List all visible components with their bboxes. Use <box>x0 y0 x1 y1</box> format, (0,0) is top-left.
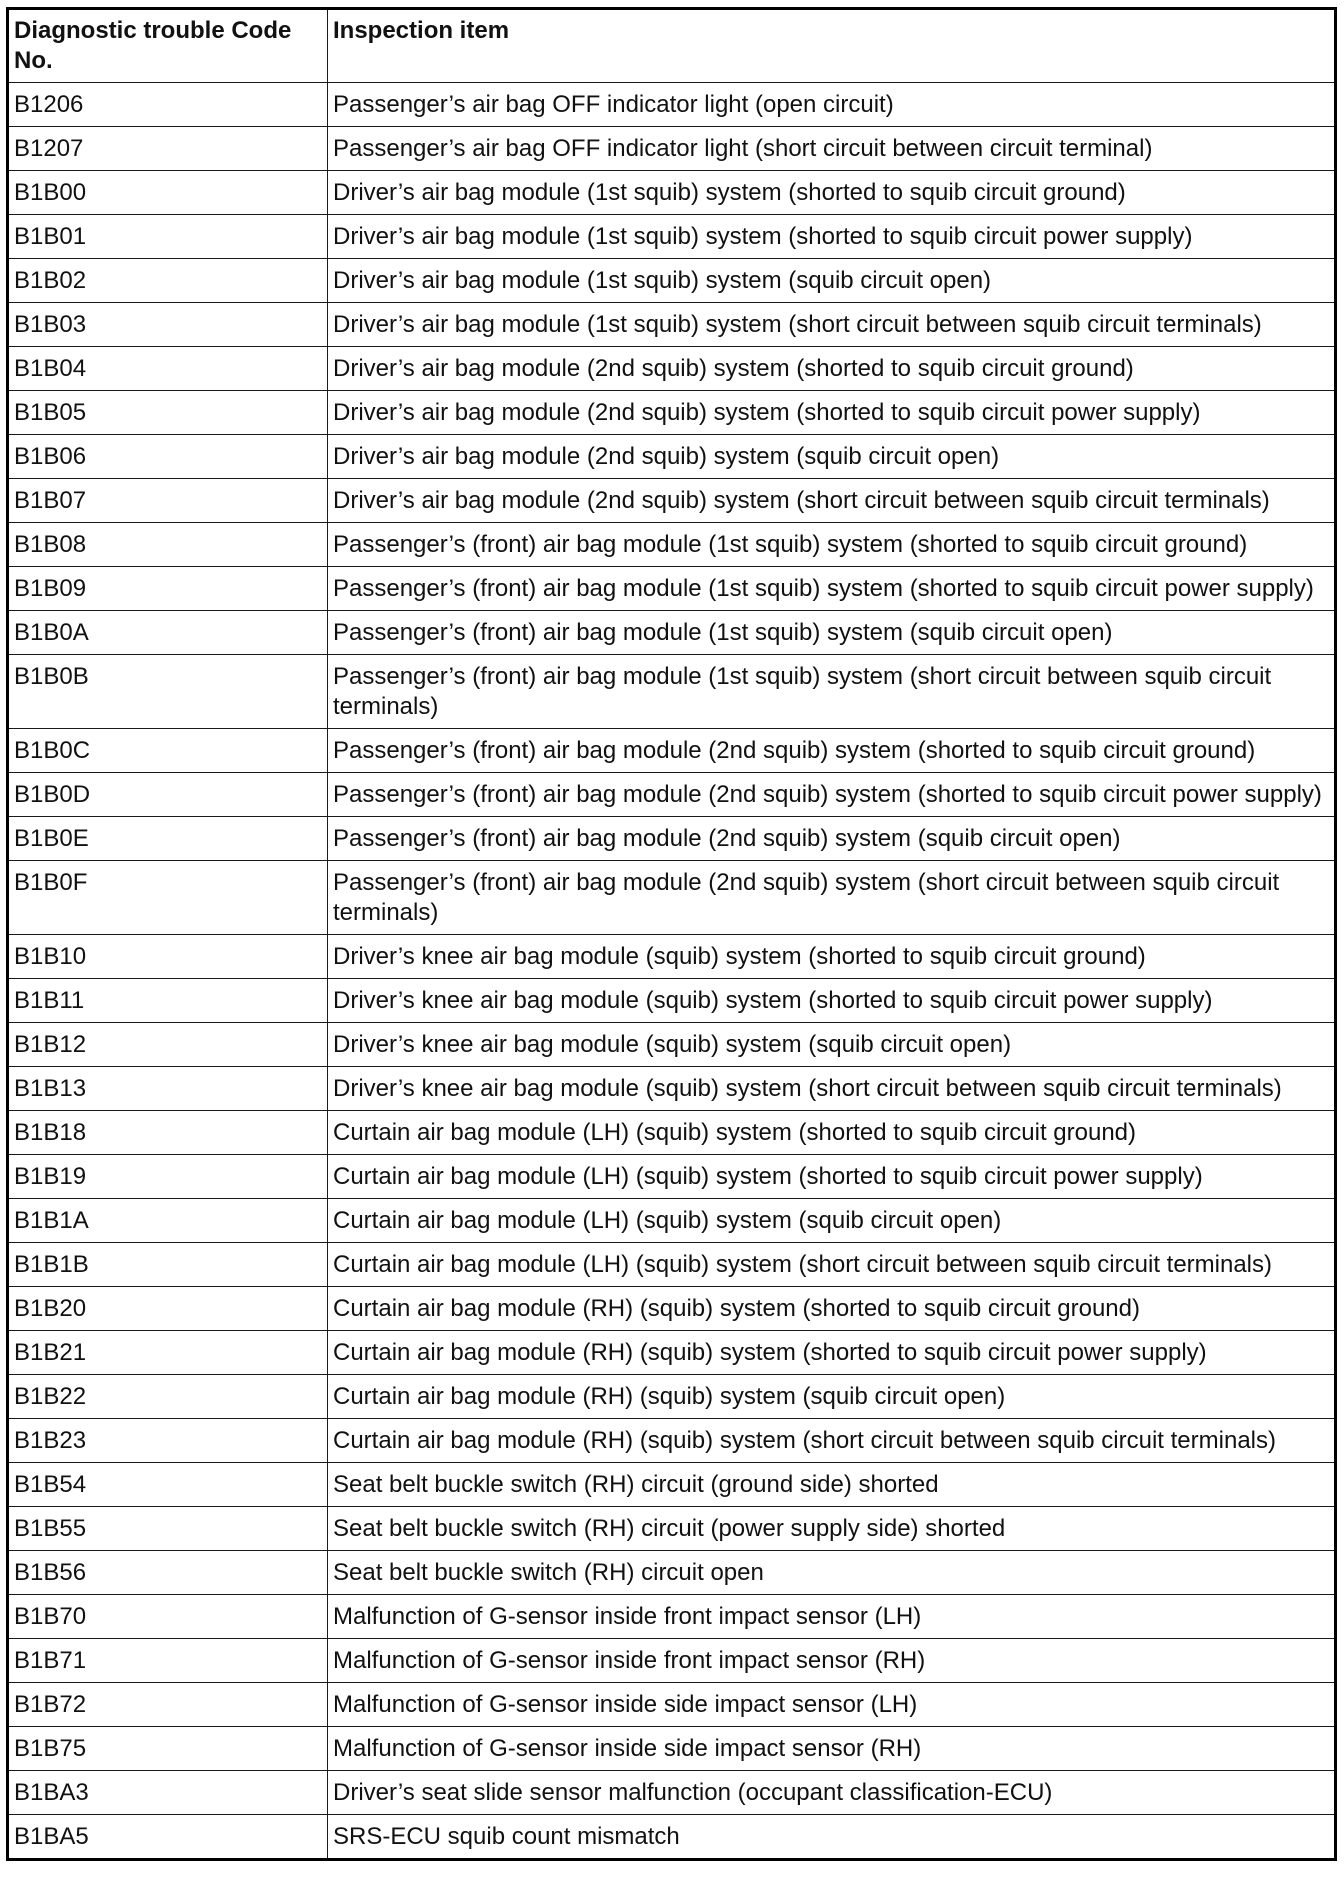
dtc-code-cell: B1B1A <box>8 1199 328 1243</box>
inspection-item-cell: Driver’s knee air bag module (squib) system (squib circuit open) <box>328 1023 1336 1067</box>
inspection-item-cell: Passenger’s air bag OFF indicator light (open circuit) <box>328 83 1336 127</box>
dtc-code-cell: B1B08 <box>8 523 328 567</box>
dtc-code-cell: B1B70 <box>8 1595 328 1639</box>
table-row <box>8 1375 1336 1419</box>
inspection-item-cell: Driver’s air bag module (1st squib) system (squib circuit open) <box>328 259 1336 303</box>
inspection-item-cell: Driver’s knee air bag module (squib) system (shorted to squib circuit power supply) <box>328 979 1336 1023</box>
dtc-code-cell: B1B0E <box>8 817 328 861</box>
inspection-item-cell: Driver’s air bag module (2nd squib) system (shorted to squib circuit power supply) <box>328 391 1336 435</box>
table-row <box>8 1683 1336 1727</box>
table-row <box>8 1243 1336 1287</box>
inspection-item-cell: Driver’s seat slide sensor malfunction (occupant classification-ECU) <box>328 1771 1336 1815</box>
dtc-code-cell: B1B18 <box>8 1111 328 1155</box>
table-row <box>8 391 1336 435</box>
table-header <box>8 9 1336 83</box>
dtc-code-cell: B1B01 <box>8 215 328 259</box>
table-row <box>8 1419 1336 1463</box>
table-row <box>8 435 1336 479</box>
dtc-code-cell: B1B0A <box>8 611 328 655</box>
table-row <box>8 259 1336 303</box>
table-row <box>8 171 1336 215</box>
table-row <box>8 773 1336 817</box>
dtc-code-cell: B1B72 <box>8 1683 328 1727</box>
inspection-item-cell: Curtain air bag module (RH) (squib) system (shorted to squib circuit ground) <box>328 1287 1336 1331</box>
table-row <box>8 861 1336 935</box>
table-row <box>8 1815 1336 1860</box>
table-row <box>8 935 1336 979</box>
inspection-item-cell: Curtain air bag module (LH) (squib) system (short circuit between squib circuit terminals) <box>328 1243 1336 1287</box>
dtc-code-cell: B1B71 <box>8 1639 328 1683</box>
table-row <box>8 611 1336 655</box>
dtc-code-cell: B1B56 <box>8 1551 328 1595</box>
dtc-code-cell: B1B54 <box>8 1463 328 1507</box>
inspection-item-cell: Driver’s knee air bag module (squib) system (short circuit between squib circuit terminals) <box>328 1067 1336 1111</box>
inspection-item-cell: Malfunction of G-sensor inside side impact sensor (RH) <box>328 1727 1336 1771</box>
dtc-code-cell: B1B13 <box>8 1067 328 1111</box>
inspection-item-cell: Curtain air bag module (RH) (squib) system (squib circuit open) <box>328 1375 1336 1419</box>
dtc-table <box>6 7 1337 1861</box>
inspection-item-cell: Driver’s air bag module (1st squib) system (shorted to squib circuit ground) <box>328 171 1336 215</box>
inspection-item-cell: Seat belt buckle switch (RH) circuit (ground side) shorted <box>328 1463 1336 1507</box>
inspection-item-cell: Passenger’s (front) air bag module (2nd squib) system (short circuit between squib circuit terminals) <box>328 861 1336 935</box>
dtc-code-cell: B1B02 <box>8 259 328 303</box>
dtc-code-cell: B1B06 <box>8 435 328 479</box>
dtc-code-cell: B1B03 <box>8 303 328 347</box>
table-row <box>8 83 1336 127</box>
dtc-code-cell: B1206 <box>8 83 328 127</box>
inspection-item-cell: Passenger’s (front) air bag module (2nd squib) system (shorted to squib circuit ground) <box>328 729 1336 773</box>
dtc-code-cell: B1B04 <box>8 347 328 391</box>
dtc-code-cell: B1B12 <box>8 1023 328 1067</box>
dtc-code-cell: B1B11 <box>8 979 328 1023</box>
dtc-code-cell: B1B00 <box>8 171 328 215</box>
header-code: Diagnostic trouble Code No. <box>8 9 328 83</box>
table-row <box>8 1023 1336 1067</box>
dtc-code-cell: B1B0C <box>8 729 328 773</box>
table-row <box>8 1727 1336 1771</box>
table-row <box>8 567 1336 611</box>
table-row <box>8 1199 1336 1243</box>
table-row <box>8 1463 1336 1507</box>
dtc-code-cell: B1B55 <box>8 1507 328 1551</box>
dtc-code-cell: B1B10 <box>8 935 328 979</box>
inspection-item-cell: Curtain air bag module (RH) (squib) system (shorted to squib circuit power supply) <box>328 1331 1336 1375</box>
table-row <box>8 1595 1336 1639</box>
inspection-item-cell: Driver’s air bag module (1st squib) system (shorted to squib circuit power supply) <box>328 215 1336 259</box>
table-row <box>8 215 1336 259</box>
dtc-code-cell: B1BA3 <box>8 1771 328 1815</box>
table-row <box>8 127 1336 171</box>
inspection-item-cell: Curtain air bag module (RH) (squib) system (short circuit between squib circuit terminals) <box>328 1419 1336 1463</box>
table-row <box>8 1639 1336 1683</box>
table-row <box>8 523 1336 567</box>
dtc-code-cell: B1B22 <box>8 1375 328 1419</box>
table-row <box>8 1067 1336 1111</box>
dtc-code-cell: B1B20 <box>8 1287 328 1331</box>
inspection-item-cell: Driver’s air bag module (2nd squib) system (shorted to squib circuit ground) <box>328 347 1336 391</box>
dtc-code-cell: B1B21 <box>8 1331 328 1375</box>
inspection-item-cell: Passenger’s (front) air bag module (1st squib) system (short circuit between squib circuit terminals) <box>328 655 1336 729</box>
inspection-item-cell: Passenger’s (front) air bag module (1st squib) system (squib circuit open) <box>328 611 1336 655</box>
dtc-code-cell: B1B05 <box>8 391 328 435</box>
inspection-item-cell: Malfunction of G-sensor inside side impact sensor (LH) <box>328 1683 1336 1727</box>
inspection-item-cell: Curtain air bag module (LH) (squib) system (shorted to squib circuit ground) <box>328 1111 1336 1155</box>
dtc-code-cell: B1207 <box>8 127 328 171</box>
inspection-item-cell: Driver’s air bag module (1st squib) system (short circuit between squib circuit terminals) <box>328 303 1336 347</box>
inspection-item-cell: Driver’s air bag module (2nd squib) system (short circuit between squib circuit terminals) <box>328 479 1336 523</box>
inspection-item-cell: Driver’s air bag module (2nd squib) system (squib circuit open) <box>328 435 1336 479</box>
inspection-item-cell: Malfunction of G-sensor inside front impact sensor (RH) <box>328 1639 1336 1683</box>
table-row <box>8 1287 1336 1331</box>
inspection-item-cell: Seat belt buckle switch (RH) circuit open <box>328 1551 1336 1595</box>
table-row <box>8 655 1336 729</box>
dtc-code-cell: B1B0B <box>8 655 328 729</box>
table-row <box>8 1771 1336 1815</box>
table-row <box>8 347 1336 391</box>
dtc-code-cell: B1B1B <box>8 1243 328 1287</box>
dtc-code-cell: B1B23 <box>8 1419 328 1463</box>
table-row <box>8 1507 1336 1551</box>
table-row <box>8 1331 1336 1375</box>
dtc-code-cell: B1B19 <box>8 1155 328 1199</box>
table-row <box>8 817 1336 861</box>
dtc-code-cell: B1B07 <box>8 479 328 523</box>
header-inspection-item: Inspection item <box>328 9 1336 83</box>
table-row <box>8 979 1336 1023</box>
table-row <box>8 303 1336 347</box>
inspection-item-cell: Malfunction of G-sensor inside front impact sensor (LH) <box>328 1595 1336 1639</box>
table-row <box>8 1111 1336 1155</box>
table-body <box>8 83 1336 1860</box>
dtc-code-cell: B1BA5 <box>8 1815 328 1860</box>
table-row <box>8 729 1336 773</box>
inspection-item-cell: Passenger’s (front) air bag module (1st squib) system (shorted to squib circuit power supply) <box>328 567 1336 611</box>
inspection-item-cell: Passenger’s air bag OFF indicator light (short circuit between circuit terminal) <box>328 127 1336 171</box>
inspection-item-cell: Curtain air bag module (LH) (squib) system (squib circuit open) <box>328 1199 1336 1243</box>
dtc-code-cell: B1B0F <box>8 861 328 935</box>
table-row <box>8 1551 1336 1595</box>
inspection-item-cell: SRS-ECU squib count mismatch <box>328 1815 1336 1860</box>
inspection-item-cell: Passenger’s (front) air bag module (1st squib) system (shorted to squib circuit ground) <box>328 523 1336 567</box>
dtc-code-cell: B1B09 <box>8 567 328 611</box>
inspection-item-cell: Curtain air bag module (LH) (squib) system (shorted to squib circuit power supply) <box>328 1155 1336 1199</box>
dtc-code-cell: B1B0D <box>8 773 328 817</box>
inspection-item-cell: Passenger’s (front) air bag module (2nd squib) system (squib circuit open) <box>328 817 1336 861</box>
dtc-code-cell: B1B75 <box>8 1727 328 1771</box>
header-row <box>8 9 1336 83</box>
inspection-item-cell: Driver’s knee air bag module (squib) system (shorted to squib circuit ground) <box>328 935 1336 979</box>
table-row <box>8 1155 1336 1199</box>
inspection-item-cell: Seat belt buckle switch (RH) circuit (power supply side) shorted <box>328 1507 1336 1551</box>
inspection-item-cell: Passenger’s (front) air bag module (2nd squib) system (shorted to squib circuit power supply) <box>328 773 1336 817</box>
table-row <box>8 479 1336 523</box>
